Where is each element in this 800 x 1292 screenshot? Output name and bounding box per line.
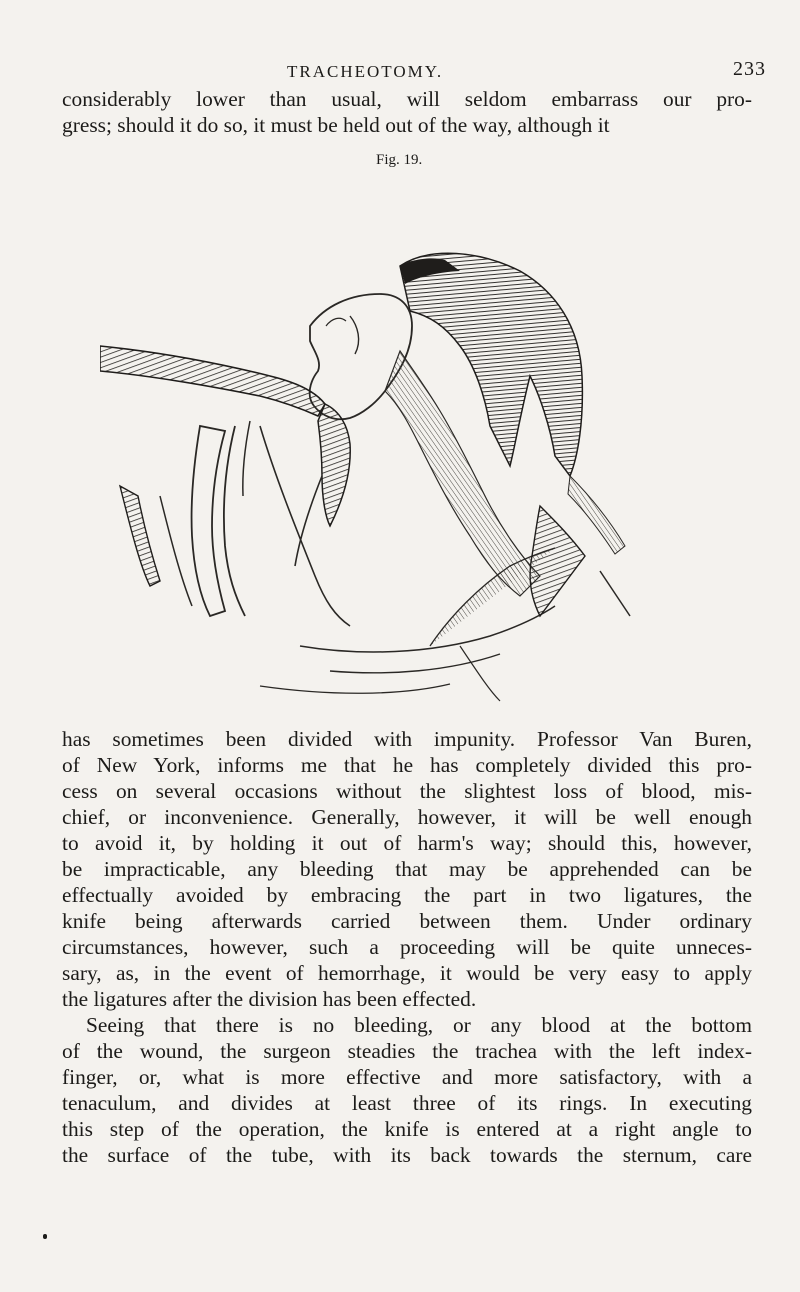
paragraph-bottom (62, 726, 752, 1168)
text-line: has sometimes been divided with impunity. Professor Van Buren, (62, 727, 752, 751)
text-line: circumstances, however, such a proceeding will be quite unneces- (62, 935, 752, 959)
page-number: 233 (733, 58, 766, 80)
tracheotomy-illustration (100, 176, 690, 716)
text-line: gress; should it do so, it must be held out of the way, although it (62, 113, 610, 137)
text-line: Seeing that there is no bleeding, or any blood at the bottom (86, 1013, 752, 1037)
text-line: chief, or inconvenience. Generally, however, it will be well enough (62, 805, 752, 829)
paragraph-top (62, 86, 752, 138)
text-line: of New York, informs me that he has completely divided this pro- (62, 753, 752, 777)
text-line: of the wound, the surgeon steadies the trachea with the left index- (62, 1039, 752, 1063)
text-line: knife being afterwards carried between them. Under ordinary (62, 909, 752, 933)
figure-caption: Fig. 19. (376, 152, 423, 168)
ink-speck (43, 1234, 47, 1239)
text-line: sary, as, in the event of hemorrhage, it would be very easy to apply (62, 961, 752, 985)
text-line: finger, or, what is more effective and more satisfactory, with a (62, 1065, 752, 1089)
text-line: effectually avoided by embracing the part in two ligatures, the (62, 883, 752, 907)
text-line: the surface of the tube, with its back towards the sternum, care (62, 1143, 752, 1167)
text-line: cess on several occasions without the slightest loss of blood, mis- (62, 779, 752, 803)
text-line: to avoid it, by holding it out of harm's way; should this, however, (62, 831, 752, 855)
text-line: be impracticable, any bleeding that may be apprehended can be (62, 857, 752, 881)
text-line: this step of the operation, the knife is entered at a right angle to (62, 1117, 752, 1141)
running-head: TRACHEOTOMY. (287, 62, 444, 81)
text-line: tenaculum, and divides at least three of its rings. In executing (62, 1091, 752, 1115)
text-line: the ligatures after the division has been effected. (62, 987, 477, 1011)
text-line: considerably lower than usual, will seldom embarrass our pro- (62, 87, 752, 111)
